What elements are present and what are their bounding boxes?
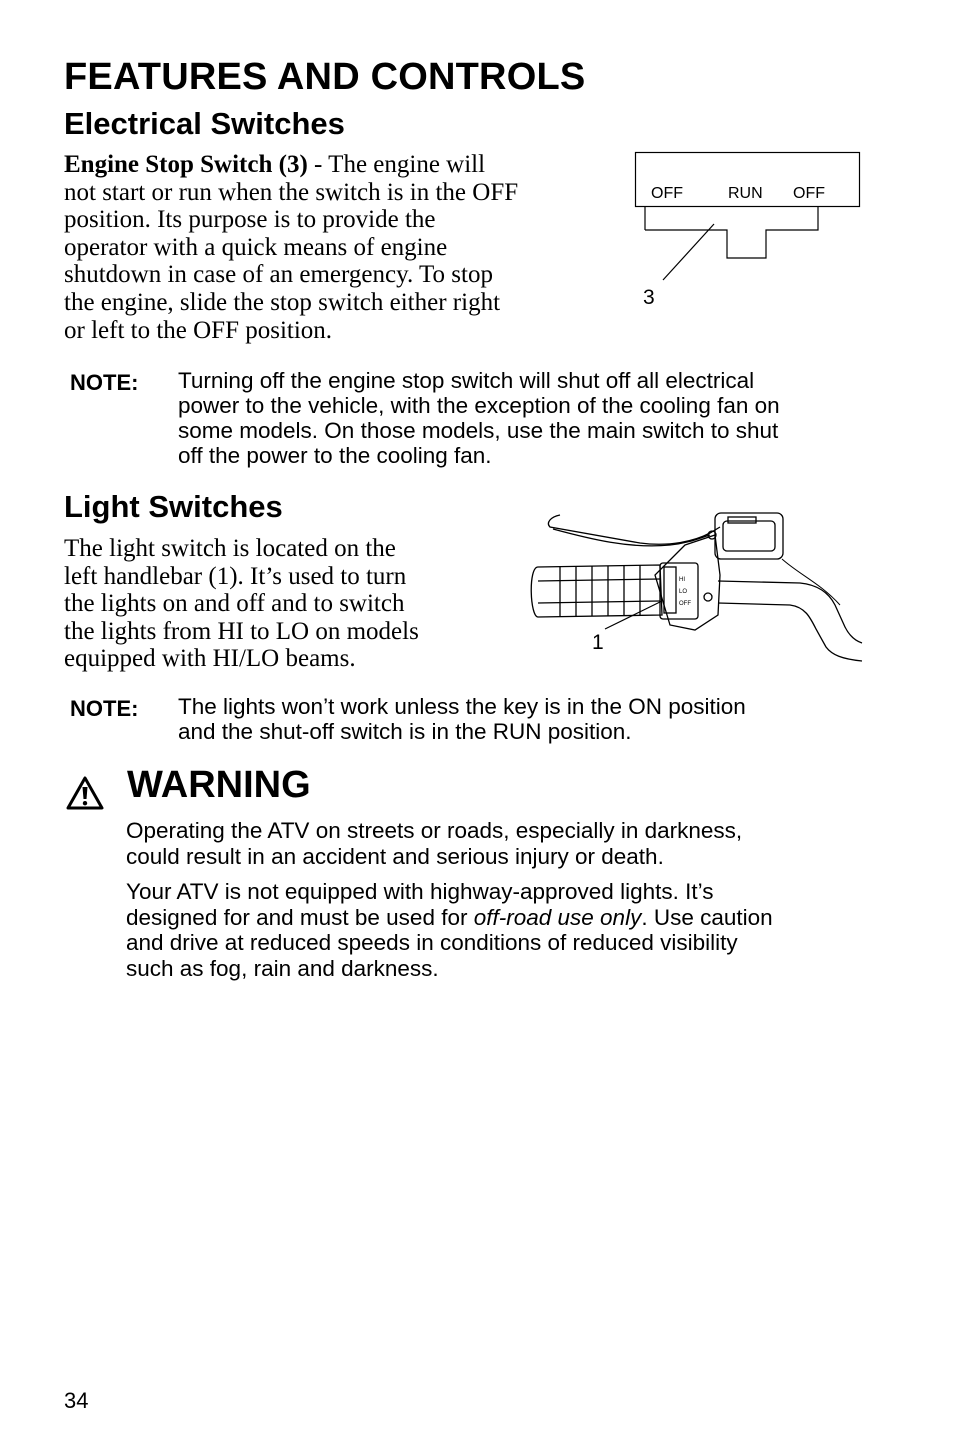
- warning-line: designed for and must be used for off-road use only. Use caution: [126, 904, 773, 930]
- switch-label-off-left: OFF: [651, 185, 683, 202]
- paragraph-line: or left to the OFF position.: [64, 316, 333, 344]
- note-text: [178, 694, 746, 744]
- handlebar-tube-bottom: [718, 603, 862, 661]
- paragraph-line: Engine Stop Switch (3) - The engine will: [64, 151, 486, 178]
- warning-title: WARNING: [127, 764, 311, 806]
- paragraph-line: the engine, slide the stop switch either right: [64, 288, 501, 316]
- switch-label-lo: LO: [679, 589, 688, 595]
- callout-leader-line: [663, 224, 714, 280]
- warning-line: such as fog, rain and darkness.: [126, 955, 439, 981]
- note-line: some models. On those models, use the main switch to shut: [178, 418, 779, 443]
- note-line: off the power to the cooling fan.: [178, 443, 492, 468]
- handlebar-figure: [520, 505, 865, 665]
- switch-housing: [655, 535, 720, 630]
- warning-line: Operating the ATV on streets or roads, especially in darkness,: [126, 818, 743, 843]
- paragraph-line: operator with a quick means of engine: [64, 233, 448, 261]
- paragraph-line: the lights on and off and to switch: [64, 590, 405, 618]
- section-heading-electrical: Electrical Switches: [64, 106, 345, 141]
- switch-label-hi: HI: [679, 577, 685, 583]
- switch-slider: [645, 206, 818, 258]
- engine-stop-switch-figure: [630, 148, 866, 312]
- paragraph-line: not start or run when the switch is in the OFF: [64, 178, 519, 206]
- switch-label-off-right: OFF: [793, 185, 825, 202]
- engine-stop-label: Engine Stop Switch (3): [64, 151, 308, 178]
- engine-stop-paragraph: [64, 151, 518, 344]
- note-label: NOTE:: [70, 696, 139, 721]
- page-number: 34: [64, 1388, 89, 1413]
- handlebar-tube-top: [718, 581, 862, 643]
- note-line: The lights won’t work unless the key is in the ON position: [178, 694, 746, 719]
- light-switch-paragraph: [64, 535, 419, 673]
- switch-label-off: OFF: [679, 601, 691, 607]
- note-label: NOTE:: [70, 370, 139, 395]
- note-line: and the shut-off switch is in the RUN position.: [178, 719, 632, 744]
- paragraph-line: position. Its purpose is to provide the: [64, 206, 436, 234]
- note-text: [178, 368, 780, 468]
- warning-line: and drive at reduced speeds in conditions of reduced visibility: [126, 930, 738, 955]
- warning-line: could result in an accident and serious injury or death.: [126, 843, 664, 869]
- paragraph-line: equipped with HI/LO beams.: [64, 645, 356, 673]
- note-line: power to the vehicle, with the exception of the cooling fan on: [178, 393, 780, 418]
- off-road-emphasis: off-road use only: [473, 904, 642, 930]
- paragraph-line: the lights from HI to LO on models: [64, 617, 419, 645]
- handlebar-grip: [531, 565, 662, 617]
- master-cylinder: [715, 513, 783, 559]
- paragraph-line: shutdown in case of an emergency. To stop: [64, 261, 493, 289]
- note-line: Turning off the engine stop switch will shut off all electrical: [178, 368, 755, 393]
- callout-number: 3: [643, 286, 655, 309]
- page-title: FEATURES AND CONTROLS: [64, 56, 586, 98]
- warning-line: Your ATV is not equipped with highway-approved lights. It’s: [126, 879, 714, 904]
- switch-label-run: RUN: [728, 185, 763, 202]
- paragraph-line: left handlebar (1). It’s used to turn: [64, 562, 407, 590]
- paragraph-line: The light switch is located on the: [64, 535, 396, 562]
- section-heading-light: Light Switches: [64, 489, 283, 524]
- callout-number: 1: [592, 631, 604, 654]
- warning-paragraph-2: [126, 879, 773, 981]
- warning-triangle-icon: [66, 776, 104, 810]
- warning-paragraph-1: [126, 818, 742, 869]
